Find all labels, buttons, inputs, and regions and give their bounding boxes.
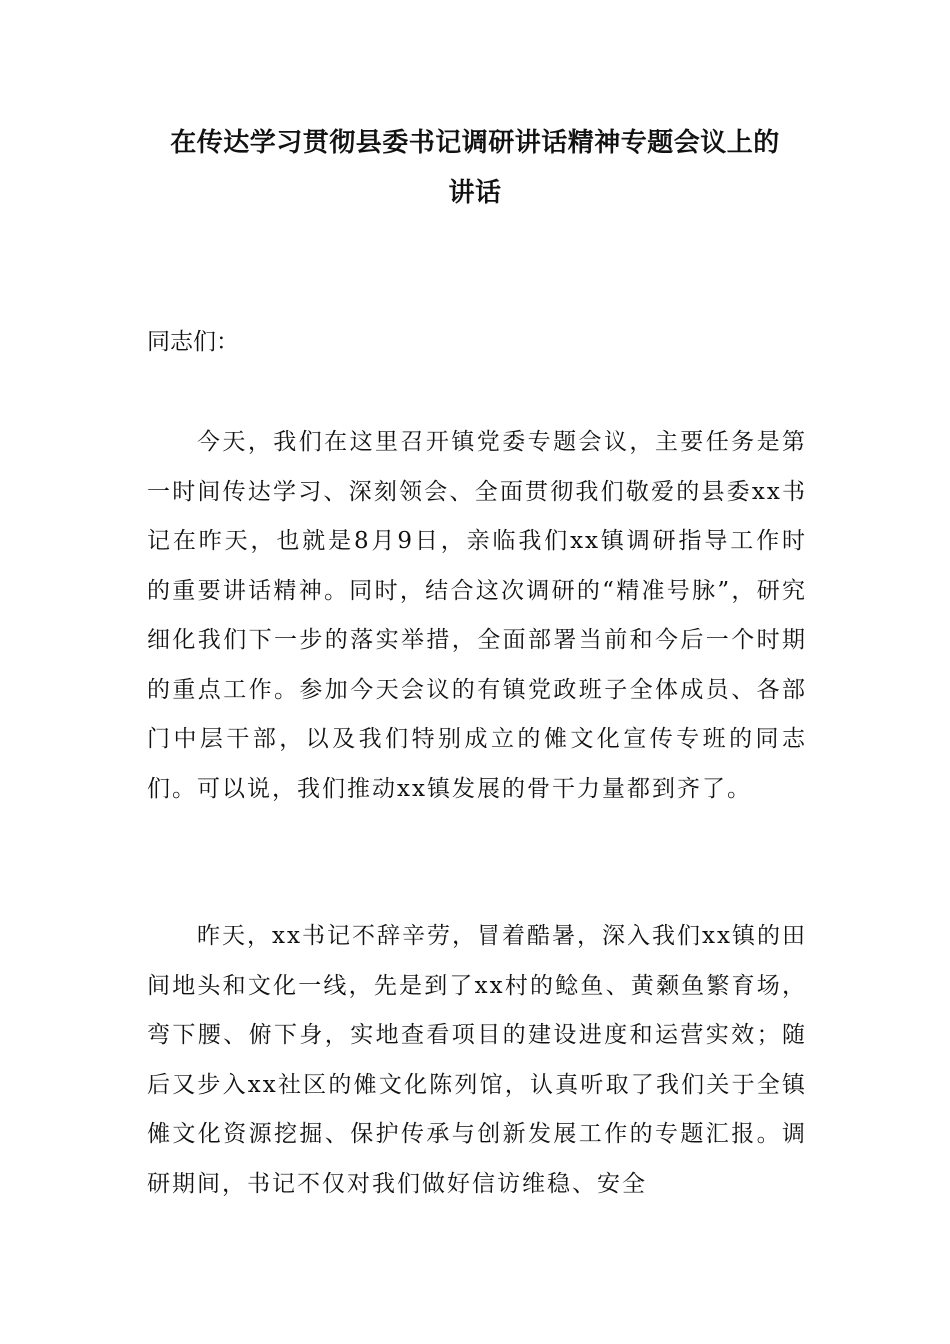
document-title-line-1: 在传达学习贯彻县委书记调研讲话精神专题会议上的 [170, 128, 780, 158]
salutation: 同志们： [147, 329, 239, 355]
document-title-line-2: 讲话 [448, 178, 502, 208]
body-paragraph-2: 昨天，xx书记不辞辛劳，冒着酷暑，深入我们xx镇的田间地头和文化一线，先是到了xx村的鲶鱼、黄颡鱼繁育场，弯下腰、俯下身，实地查看项目的建设进度和运营实效；随后又步入xx社区的傩文化陈列馆，认真听取了我们关于全镇傩文化资源挖掘、保护传承与创新发展工作的专题汇报。调研期间，书记不仅对我们做好信访维稳、安全 [147, 923, 807, 1197]
body-paragraph-1: 今天，我们在这里召开镇党委专题会议，主要任务是第一时间传达学习、深刻领会、全面贯彻我们敬爱的县委xx书记在昨天，也就是8月9日，亲临我们xx镇调研指导工作时的重要讲话精神。同时，结合这次调研的“精准号脉”，研究细化我们下一步的落实举措，全面部署当前和今后一个时期的重点工作。参加今天会议的有镇党政班子全体成员、各部门中层干部，以及我们特别成立的傩文化宣传专班的同志们。可以说，我们推动xx镇发展的骨干力量都到齐了。 [147, 429, 807, 802]
